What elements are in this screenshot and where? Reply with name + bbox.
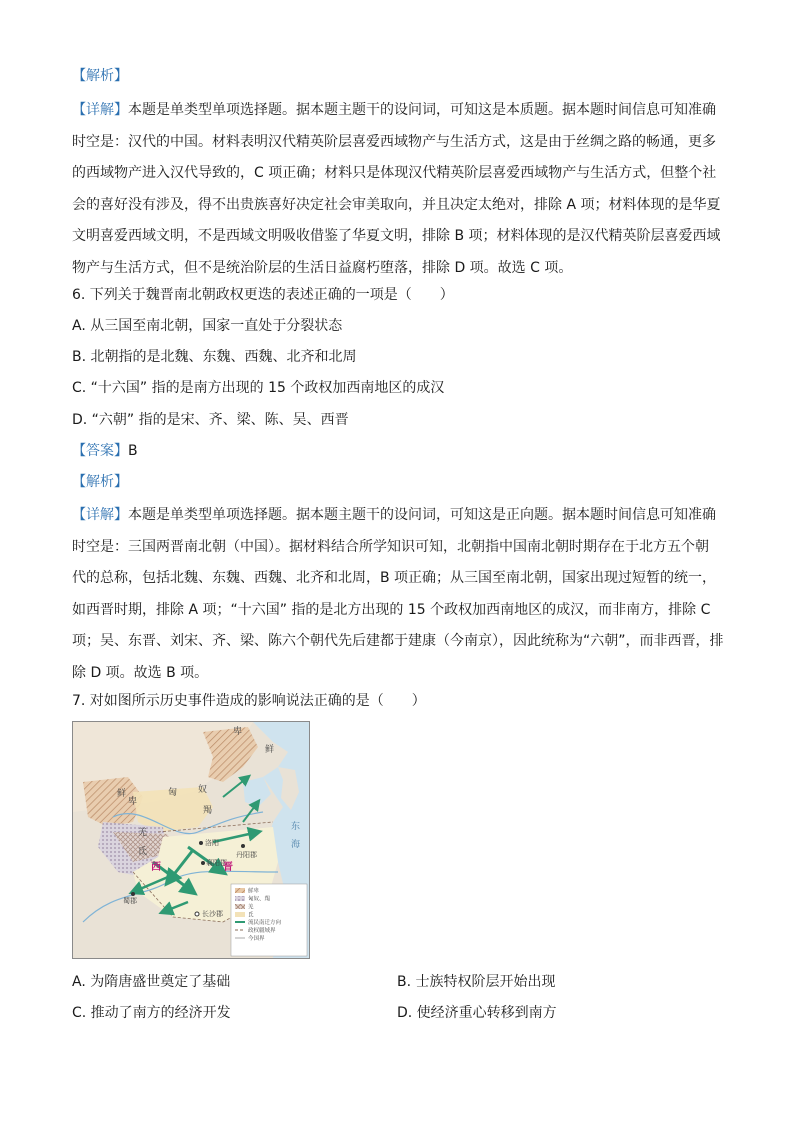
q7-option-d: D. 使经济重心转移到南方 bbox=[397, 1005, 557, 1021]
detail-line: 时空是：汉代的中国。材料表明汉代精英阶层喜爱西域物产与生活方式，这是由于丝绸之路的畅通，更多 bbox=[72, 133, 716, 150]
q6-option-d: D. “六朝” 指的是宋、齐、梁、陈、吴、西晋 bbox=[72, 412, 349, 428]
q7-option-c: C. 推动了南方的经济开发 bbox=[72, 1005, 231, 1021]
map-label: 东 bbox=[291, 822, 301, 832]
map-legend bbox=[231, 884, 307, 956]
answer-value: B bbox=[128, 443, 138, 459]
q7-option-b: B. 士族特权阶层开始出现 bbox=[397, 974, 556, 990]
map-label: 海 bbox=[291, 840, 301, 850]
detail-line: 【详解】本题是单类型单项选择题。据本题主题干的设问词，可知这是正向题。据本题时间信息可知准确 bbox=[72, 507, 716, 523]
q6-option-b: B. 北朝指的是北魏、东魏、西魏、北齐和北周 bbox=[72, 349, 357, 365]
map-label: 卑 bbox=[128, 797, 138, 807]
map-label: 羯 bbox=[203, 806, 213, 816]
map-label: 蜀郡 bbox=[123, 897, 137, 905]
detail-line: 会的喜好没有涉及，得不出贵族喜好决定社会审美取向，并且决定太绝对，排除 A 项；材料体现的是华夏 bbox=[72, 196, 721, 213]
answer-tag: 【答案】 bbox=[72, 443, 128, 459]
map-label-xi: 西 bbox=[151, 862, 161, 873]
detail-line: 时空是：三国两晋南北朝（中国）。据材料结合所学知识可知，北朝指中国南北朝时期存在于北方五个朝 bbox=[72, 538, 709, 555]
detail-tag-q5: 【详解】 bbox=[72, 102, 128, 118]
map-label: 襄阳郡 bbox=[206, 859, 227, 867]
question-6-stem: 6. 下列关于魏晋南北朝政权更迭的表述正确的一项是（ ） bbox=[72, 287, 454, 303]
q6-option-c: C. “十六国” 指的是南方出现的 15 个政权加西南地区的成汉 bbox=[72, 380, 445, 396]
detail-tag-q6: 【详解】 bbox=[72, 507, 128, 523]
q7-option-a: A. 为隋唐盛世奠定了基础 bbox=[72, 974, 231, 990]
map-city-luoyang bbox=[199, 841, 203, 845]
map-label-jin: 晋 bbox=[223, 862, 233, 873]
map-label: 羌 bbox=[138, 828, 148, 838]
detail-line: 的西域物产进入汉代导致的，C 项正确；材料只是体现汉代精英阶层喜爱西域物产与生活方式，但整个社 bbox=[72, 165, 717, 182]
detail-paragraph-q6 bbox=[72, 500, 724, 690]
legend-label: 流民南迁方向 bbox=[248, 920, 282, 926]
map-city-danyang bbox=[241, 844, 245, 848]
historical-migration-map bbox=[72, 721, 310, 959]
map-label: 长沙郡 bbox=[202, 910, 223, 918]
detail-line: 除 D 项。故选 B 项。 bbox=[72, 664, 209, 681]
detail-line: 文明喜爱西域文明，不是西域文明吸收借鉴了华夏文明，排除 B 项；材料体现的是汉代精英阶层喜爱西域 bbox=[72, 228, 721, 245]
legend-label: 今国界 bbox=[248, 936, 265, 942]
map-label: 氐 bbox=[138, 847, 148, 857]
legend-label: 匈奴、羯 bbox=[248, 896, 271, 903]
map-label: 丹阳郡 bbox=[236, 851, 257, 859]
map-label: 洛阳 bbox=[205, 839, 219, 847]
q6-option-a: A. 从三国至南北朝，国家一直处于分裂状态 bbox=[72, 318, 343, 334]
map-city-xiangyang bbox=[201, 861, 205, 865]
detail-line: 如西晋时期，排除 A 项；“十六国” 指的是北方出现的 15 个政权加西南地区的成汉，而非南方，排除 C bbox=[72, 601, 711, 618]
map-label: 鲜 bbox=[265, 745, 275, 755]
map-label: 奴 bbox=[198, 785, 208, 795]
detail-line: 项；吴、东晋、刘宋、齐、梁、陈六个朝代先后建都于建康（今南京），因此统称为“六朝”，而非西晋，排 bbox=[72, 633, 724, 650]
analysis-tag-q6: 【解析】 bbox=[72, 474, 128, 490]
detail-line: 代的总称，包括北魏、东魏、西魏、北齐和北周，B 项正确；从三国至南北朝，国家出现过短暂的统一， bbox=[72, 570, 717, 587]
analysis-tag-q5: 【解析】 bbox=[72, 68, 128, 84]
legend-label: 羌 bbox=[248, 904, 254, 911]
map-city-shu bbox=[131, 892, 135, 896]
map-label: 卑 bbox=[233, 727, 243, 737]
detail-paragraph-q5 bbox=[72, 95, 724, 285]
detail-line: 物产与生活方式，但不是统治阶层的生活日益腐朽堕落，排除 D 项。故选 C 项。 bbox=[72, 259, 573, 276]
legend-label: 政权疆域界 bbox=[248, 928, 276, 934]
map-label: 匈 bbox=[168, 788, 178, 798]
question-7-stem: 7. 对如图所示历史事件造成的影响说法正确的是（ ） bbox=[72, 693, 426, 709]
detail-line: 【详解】本题是单类型单项选择题。据本题主题干的设问词，可知这是本质题。据本题时间信息可知准确 bbox=[72, 102, 716, 118]
q6-answer bbox=[72, 441, 138, 461]
map-label: 鲜 bbox=[117, 789, 127, 799]
legend-label: 氐 bbox=[248, 912, 254, 919]
map-city-changsha bbox=[195, 912, 199, 916]
legend-label: 鲜卑 bbox=[248, 888, 260, 895]
